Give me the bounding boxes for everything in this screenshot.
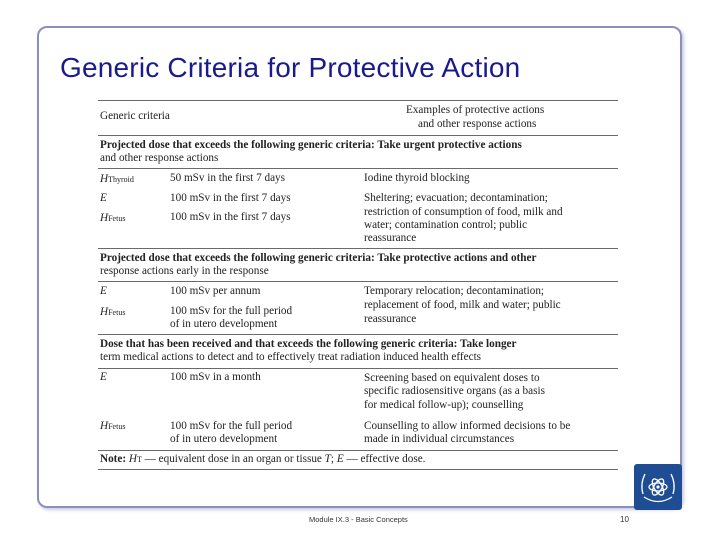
row-dose: 100 mSv per annum — [170, 285, 261, 297]
row-dose-line: 100 mSv for the full period — [170, 305, 293, 317]
footer-module-label: Module IX.3 - Basic Concepts — [309, 515, 408, 524]
section1-heading-line2: and other response actions — [100, 152, 219, 164]
row-symbol: HFetus — [100, 212, 126, 224]
row-action-line: reassurance — [364, 232, 417, 244]
table-top-rule — [98, 100, 618, 101]
section2-heading-line1: Projected dose that exceeds the following generic criteria: Take protective actions and other — [100, 252, 537, 264]
section3-heading-line1: Dose that has been received and that exceeds the following generic criteria: Take longer — [100, 338, 517, 350]
row-action-line: made in individual circumstances — [364, 433, 515, 445]
table-note: Note: HT — equivalent dose in an organ or tissue T; E — effective dose. — [100, 453, 426, 465]
row-action-line: Temporary relocation; decontamination; — [364, 285, 545, 297]
header-generic-criteria: Generic criteria — [100, 110, 170, 122]
section2-heading-line2: response actions early in the response — [100, 265, 269, 277]
section3-end-rule — [98, 450, 618, 451]
section3-rule — [98, 368, 618, 369]
row-symbol: HFetus — [100, 420, 126, 432]
table-bottom-rule — [98, 469, 618, 470]
row-dose: 100 mSv in the first 7 days — [170, 211, 291, 223]
section2-rule — [98, 281, 618, 282]
row-dose: 100 mSv in a month — [170, 371, 261, 383]
row-action-line: replacement of food, milk and water; public — [364, 299, 561, 311]
row-dose: 100 mSv in the first 7 days — [170, 192, 291, 204]
row-action-line: Sheltering; evacuation; decontamination; — [364, 192, 548, 204]
row-symbol: HFetus — [100, 306, 126, 318]
row-symbol: E — [100, 285, 107, 297]
section3-heading-line2: term medical actions to detect and to effectively treat radiation induced health effects — [100, 351, 482, 363]
row-symbol: E — [100, 192, 107, 204]
header-rule — [98, 135, 618, 136]
row-action-line: Screening based on equivalent doses to — [364, 372, 540, 384]
row-action-line: restriction of consumption of food, milk and — [364, 206, 563, 218]
row-dose-line: of in utero development — [170, 433, 278, 445]
section1-heading-line1: Projected dose that exceeds the following generic criteria: Take urgent protective actions — [100, 139, 522, 151]
header-examples-line2: and other response actions — [418, 118, 537, 130]
row-action-line: Counselling to allow informed decisions to be — [364, 420, 571, 432]
row-symbol: HThyroid — [100, 173, 134, 185]
slide-title: Generic Criteria for Protective Action — [60, 52, 521, 83]
page-number: 10 — [620, 515, 629, 524]
row-action-line: reassurance — [364, 313, 417, 325]
section2-end-rule — [98, 334, 618, 335]
section1-end-rule — [98, 248, 618, 249]
row-action-line: water; contamination control; public — [364, 219, 528, 231]
section1-rule — [98, 168, 618, 169]
row-symbol: E — [100, 371, 107, 383]
row-action-line: specific radiosensitive organs (as a basis — [364, 385, 545, 397]
row-dose-line: of in utero development — [170, 318, 278, 330]
row-dose: 50 mSv in the first 7 days — [170, 172, 285, 184]
header-examples-line1: Examples of protective actions — [406, 104, 545, 116]
iaea-logo-icon — [634, 464, 682, 510]
row-action: Iodine thyroid blocking — [364, 172, 470, 184]
row-action-line: for medical follow-up); counselling — [364, 399, 524, 411]
row-dose-line: 100 mSv for the full period — [170, 420, 293, 432]
